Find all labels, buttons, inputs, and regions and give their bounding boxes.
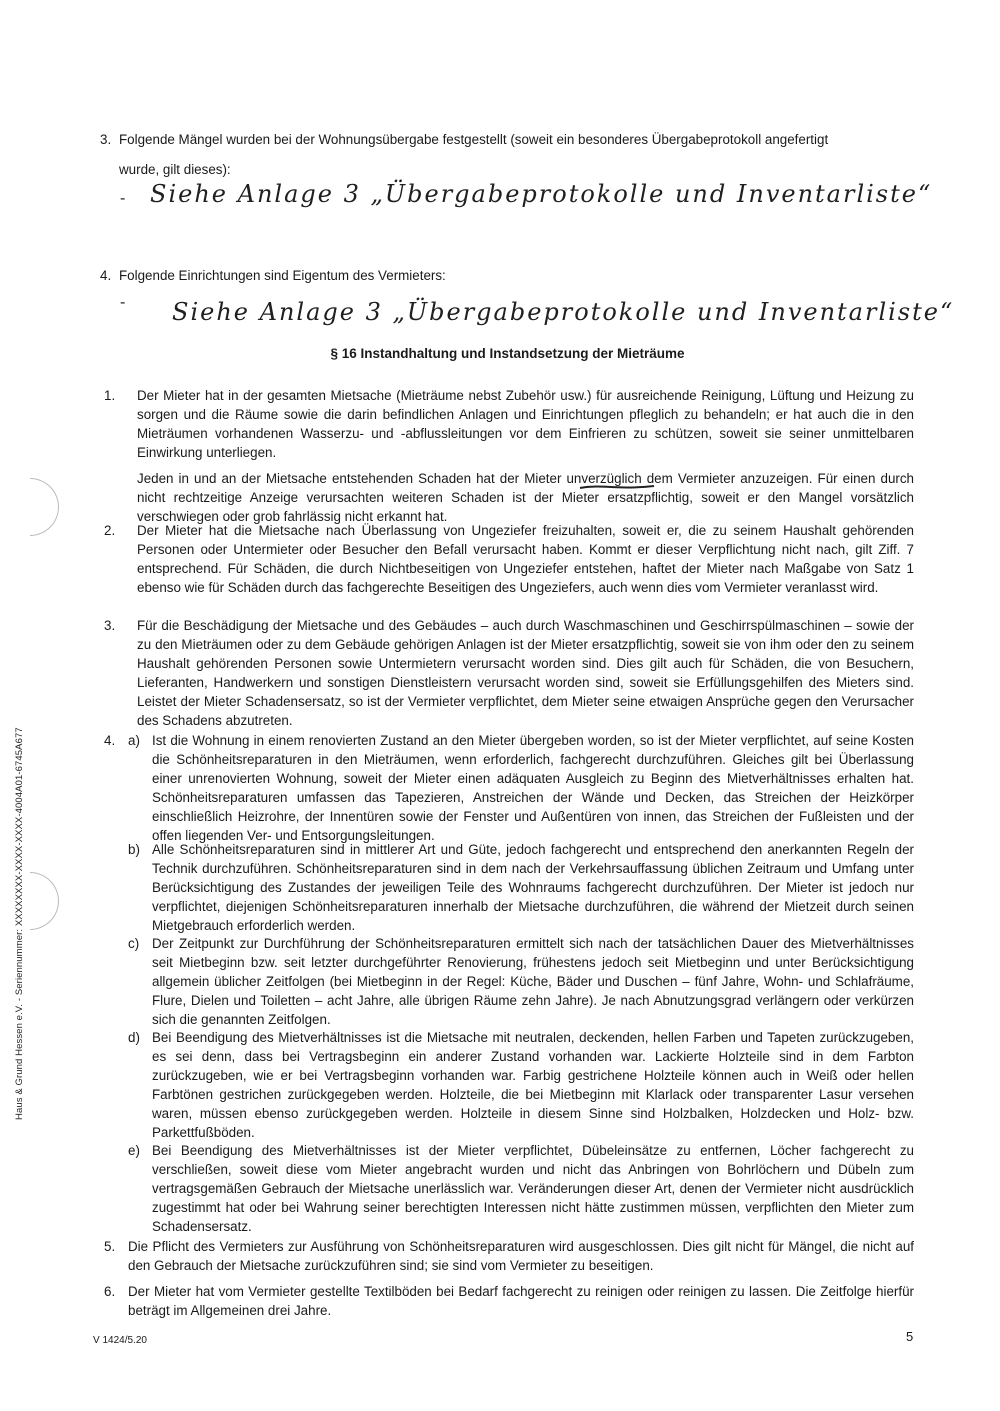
page-number: 5 bbox=[906, 1329, 914, 1344]
subitem-label: e) bbox=[128, 1143, 140, 1158]
item-number: 3. bbox=[104, 618, 116, 633]
item-number: 6. bbox=[104, 1284, 116, 1299]
item-line: Folgende Mängel wurden bei der Wohnungsübergabe festgestellt (soweit ein besonderes Übergabeprotokoll angefertigt bbox=[119, 132, 829, 147]
dash-marker: - bbox=[120, 294, 126, 311]
item-number: 3. bbox=[100, 132, 112, 147]
item-line: Folgende Einrichtungen sind Eigentum des Vermieters: bbox=[119, 268, 446, 283]
item-number: 4. bbox=[104, 733, 116, 748]
item-paragraph: Für die Beschädigung der Mietsache und des Gebäudes – auch durch Waschmaschinen und Geschirrspülmaschinen – sowie der zu den Mieträumen oder zu dem Gebäude gehörigen Anlagen ist der Mieter ersatzpflichtig, soweit sie von ihm oder den zu seinem Haushalt gehörenden Personen sowie Untermietern verursacht worden sind. Dies gilt auch für Schäden, die von Besuchern, Lieferanten, Handwerkern und sonstigen Dienstleistern verursacht worden sind, soweit sie Erfüllungsgehilfen des Mieters sind. Leistet der Mieter Schadensersatz, so ist der Vermieter verpflichtet, dem Mieter seine etwaigen Ansprüche gegen den Verursacher des Schadens abzutreten. bbox=[137, 618, 914, 728]
subitem-text: Alle Schönheitsreparaturen sind in mittlerer Art und Güte, jedoch fachgerecht und entsprechend den anerkannten Regeln der Technik durchzuführen. Schönheitsreparaturen sind in dem nach der Verkehrsauffassung üblichen Zeitraum und Umfang unter Berücksichtigung des Zustandes der jeweiligen Teile des Wohnraums fachgerecht durchzuführen. Der Mieter ist jedoch nur verpflichtet, diejenigen Schönheitsreparaturen innerhalb der Mietsache durchzuführen, die während der Mietzeit durch seinen Mietgebrauch erforderlich werden. bbox=[152, 842, 914, 933]
handwritten-annex-note: Siehe Anlage 3 „Übergabeprotokolle und Inventarliste“ bbox=[150, 180, 933, 208]
punch-hole-mark bbox=[30, 872, 59, 930]
subitem-text: Bei Beendigung des Mietverhältnisses ist die Mietsache mit neutralen, deckenden, hellen Farben und Tapeten zurückzugeben, es sei denn, dass bei Vertragsbeginn ein anderer Zustand vorhanden war. Lackierte Holzteile sind in dem Farbton zurückzugeben, wie er bei Vertragsbeginn vorhanden war. Farbig gestrichene Holzteile können auch in Weiß oder hellen Farbtönen gestrichen zurückgegeben werden. Holzteile, die bei Mietbeginn mit Klarlack oder transparenter Lasur versehen waren, müssen ebenso zurückgegeben werden. Holzteile in diesem Sinne sind Holzbalken, Holzdecken und Holz- bzw. Parkettfußböden. bbox=[152, 1030, 914, 1140]
item-paragraph: Jeden in und an der Mietsache entstehenden Schaden hat der Mieter unverzüglich dem Vermieter anzuzeigen. Für einen durch nicht rechtzeitige Anzeige verursachten weiteren Schaden ist der Mieter ersatzpflichtig, soweit er den Mangel vorsätzlich verschwiegen oder grob fahrlässig nicht erkannt hat. bbox=[137, 471, 914, 524]
dash-marker: - bbox=[120, 190, 126, 207]
section-title: § 16 Instandhaltung und Instandsetzung der Mieträume bbox=[330, 346, 685, 361]
subitem-label: c) bbox=[128, 936, 140, 951]
subitem-label: d) bbox=[128, 1030, 140, 1045]
item-paragraph: Der Mieter hat in der gesamten Mietsache (Mieträume nebst Zubehör usw.) für ausreichende Reinigung, Lüftung und Heizung zu sorgen und die Räume sowie die darin befindlichen Anlagen und Einrichtungen pfleglich zu behandeln; er hat auch die in den Mieträumen vorhandenen Wasserzu- und -abflussleitungen vor dem Einfrieren zu schützen, soweit sie seiner unmittelbaren Einwirkung unterliegen. bbox=[137, 388, 914, 460]
item-line: wurde, gilt dieses): bbox=[119, 162, 231, 177]
form-version: V 1424/5.20 bbox=[93, 1335, 147, 1346]
subitem-text: Ist die Wohnung in einem renovierten Zustand an den Mieter übergeben worden, so ist der Mieter verpflichtet, auf seine Kosten die Schönheitsreparaturen in den Mieträumen, wenn erforderlich, fachgerecht durchzuführen. Gleiches gilt bei Überlassung einer unrenovierten Wohnung, soweit der Mieter einen adäquaten Ausgleich zu Beginn des Mietverhältnisses erhalten hat. Schönheitsreparaturen umfassen das Tapezieren, Anstreichen der Wände und Decken, das Streichen der Heizkörper einschließlich Heizrohre, der Innentüren sowie der Fenster und Außentüren von innen, das Streichen der Fußleisten und der offen liegenden Ver- und Entsorgungsleitungen. bbox=[152, 733, 914, 843]
item-number: 2. bbox=[104, 523, 116, 538]
item-paragraph: Der Mieter hat die Mietsache nach Überlassung von Ungeziefer freizuhalten, soweit er, die zu seinem Haushalt gehörenden Personen oder Untermieter oder Besucher den Befall verursacht haben. Kommt er dieser Verpflichtung nicht nach, gilt Ziff. 7 entsprechend. Für Schäden, die durch Nichtbeseitigen von Ungeziefer entstehen, haftet der Mieter nach Maßgabe von Satz 1 ebenso wie für Schäden durch das fachgerechte Beseitigen des Ungeziefers, auch wenn dies vom Vermieter veranlasst wird. bbox=[137, 523, 914, 595]
serial-number-margin: Haus & Grund Hessen e.V. - Seriennummer: XXXXXXXX-XXXX-XXXX-4004A01-6745A677 bbox=[14, 727, 25, 1120]
item-number: 1. bbox=[104, 388, 116, 403]
punch-hole-mark bbox=[30, 478, 59, 536]
subitem-label: b) bbox=[128, 842, 140, 857]
subitem-text: Bei Beendigung des Mietverhältnisses ist der Mieter verpflichtet, Dübeleinsätze zu entfernen, Löcher fachgerecht zu verschließen, soweit diese vom Mieter angebracht wurden und nicht das Anbringen von Bohrlöchern und Dübeln zum vertragsgemäßen Gebrauch der Mietsache unerlässlich war. Veränderungen dieser Art, denen der Vermieter nicht ausdrücklich zugestimmt hat oder bei Wahrung seiner berechtigten Interessen nicht hätte zustimmen müssen, verpflichten den Mieter zum Schadensersatz. bbox=[152, 1143, 914, 1234]
subitem-label: a) bbox=[128, 733, 140, 748]
item-paragraph: Der Mieter hat vom Vermieter gestellte Textilböden bei Bedarf fachgerecht zu reinigen oder reinigen zu lassen. Die Zeitfolge hierfür beträgt im Allgemeinen drei Jahre. bbox=[128, 1284, 914, 1318]
handwritten-strikethrough bbox=[578, 481, 656, 493]
handwritten-annex-note: Siehe Anlage 3 „Übergabeprotokolle und Inventarliste“ bbox=[172, 298, 955, 326]
item-number: 4. bbox=[100, 268, 112, 283]
item-number: 5. bbox=[104, 1239, 116, 1254]
subitem-text: Der Zeitpunkt zur Durchführung der Schönheitsreparaturen ermittelt sich nach der tatsächlichen Dauer des Mietverhältnisses seit Mietbeginn bzw. seit letzter durchgeführter Renovierung, frühestens jedoch seit Mietbeginn und unter Berücksichtigung allgemein üblicher Zeitfolgen (bei Mietbeginn in der Regel: Küche, Bäder und Duschen – fünf Jahre, Wohn- und Schlafräume, Flure, Dielen und Toiletten – acht Jahre, alle übrigen Räume zehn Jahre). Je nach Abnutzungsgrad verlängern oder verkürzen sich die genannten Zeitfolgen. bbox=[152, 936, 914, 1027]
item-paragraph: Die Pflicht des Vermieters zur Ausführung von Schönheitsreparaturen wird ausgeschlossen. Dies gilt nicht für Mängel, die nicht auf den Gebrauch der Mietsache zurückzuführen sind; sie sind vom Vermieter zu beseitigen. bbox=[128, 1239, 914, 1273]
